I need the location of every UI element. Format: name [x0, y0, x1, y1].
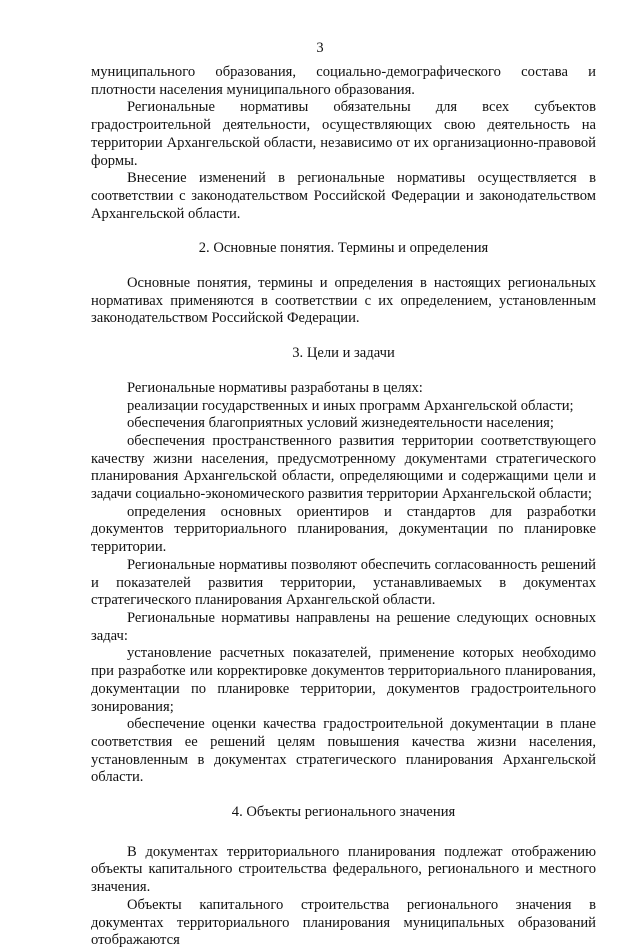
paragraph: реализации государственных и иных программ Архангельской области; [127, 397, 574, 414]
paragraph: обеспечения благоприятных условий жизнедеятельности населения; [127, 415, 554, 432]
paragraph: обеспечение оценки качества градостроительной документации в плане соответствия ее решений целям повышения качества жизни населения, установленным в документах стратегического планирования Архангельской области. [91, 716, 596, 786]
paragraph: Региональные нормативы разработаны в целях: [127, 379, 423, 396]
paragraph: определения основных ориентиров и стандартов для разработки документов территориального планирования, документации по планировке территории. [91, 503, 596, 556]
paragraph: муниципального образования, социально-демографического состава и плотности населения муниципального образования. [91, 64, 596, 98]
section-heading: 2. Основные понятия. Термины и определения [198, 240, 489, 257]
paragraph: Основные понятия, термины и определения в настоящих региональных нормативах применяются в соответствии с их определением, установленным законодательством Российской Федерации. [91, 275, 596, 327]
paragraph: В документах территориального планирования подлежат отображению объекты капитального строительства федерального, регионального и местного значения. [91, 843, 596, 896]
paragraph: установление расчетных показателей, применение которых необходимо при разработке или корректировке документов территориального планирования, документации по планировке территории, документов градостроительного зонирования; [91, 645, 596, 715]
paragraph: Региональные нормативы направлены на решение следующих основных задач: [91, 609, 596, 644]
page-number: 3 [316, 40, 324, 56]
paragraph: обеспечения пространственного развития территории соответствующего качеству жизни населения, предусмотренному документами стратегического планирования Архангельской области, определяющими и содержащими цели и задачи социально-экономического развития территории Архангельской области; [91, 432, 596, 503]
section-heading: 4. Объекты регионального значения [231, 804, 456, 821]
section-heading: 3. Цели и задачи [292, 345, 395, 362]
paragraph: Внесение изменений в региональные нормативы осуществляется в соответствии с законодательством Российской Федерации и законодательством Архангельской области. [91, 170, 596, 222]
paragraph: Региональные нормативы обязательны для всех субъектов градостроительной деятельности, осуществляющих свою деятельность на территории Архангельской области, независимо от их организационно-правовой формы. [91, 99, 596, 169]
paragraph: Региональные нормативы позволяют обеспечить согласованность решений и показателей развития территории, устанавливаемых в документах стратегического планирования Архангельской области. [91, 556, 596, 609]
paragraph: Объекты капитального строительства регионального значения в документах территориального планирования муниципальных образований отображаются [91, 896, 596, 949]
document-body [91, 64, 596, 950]
